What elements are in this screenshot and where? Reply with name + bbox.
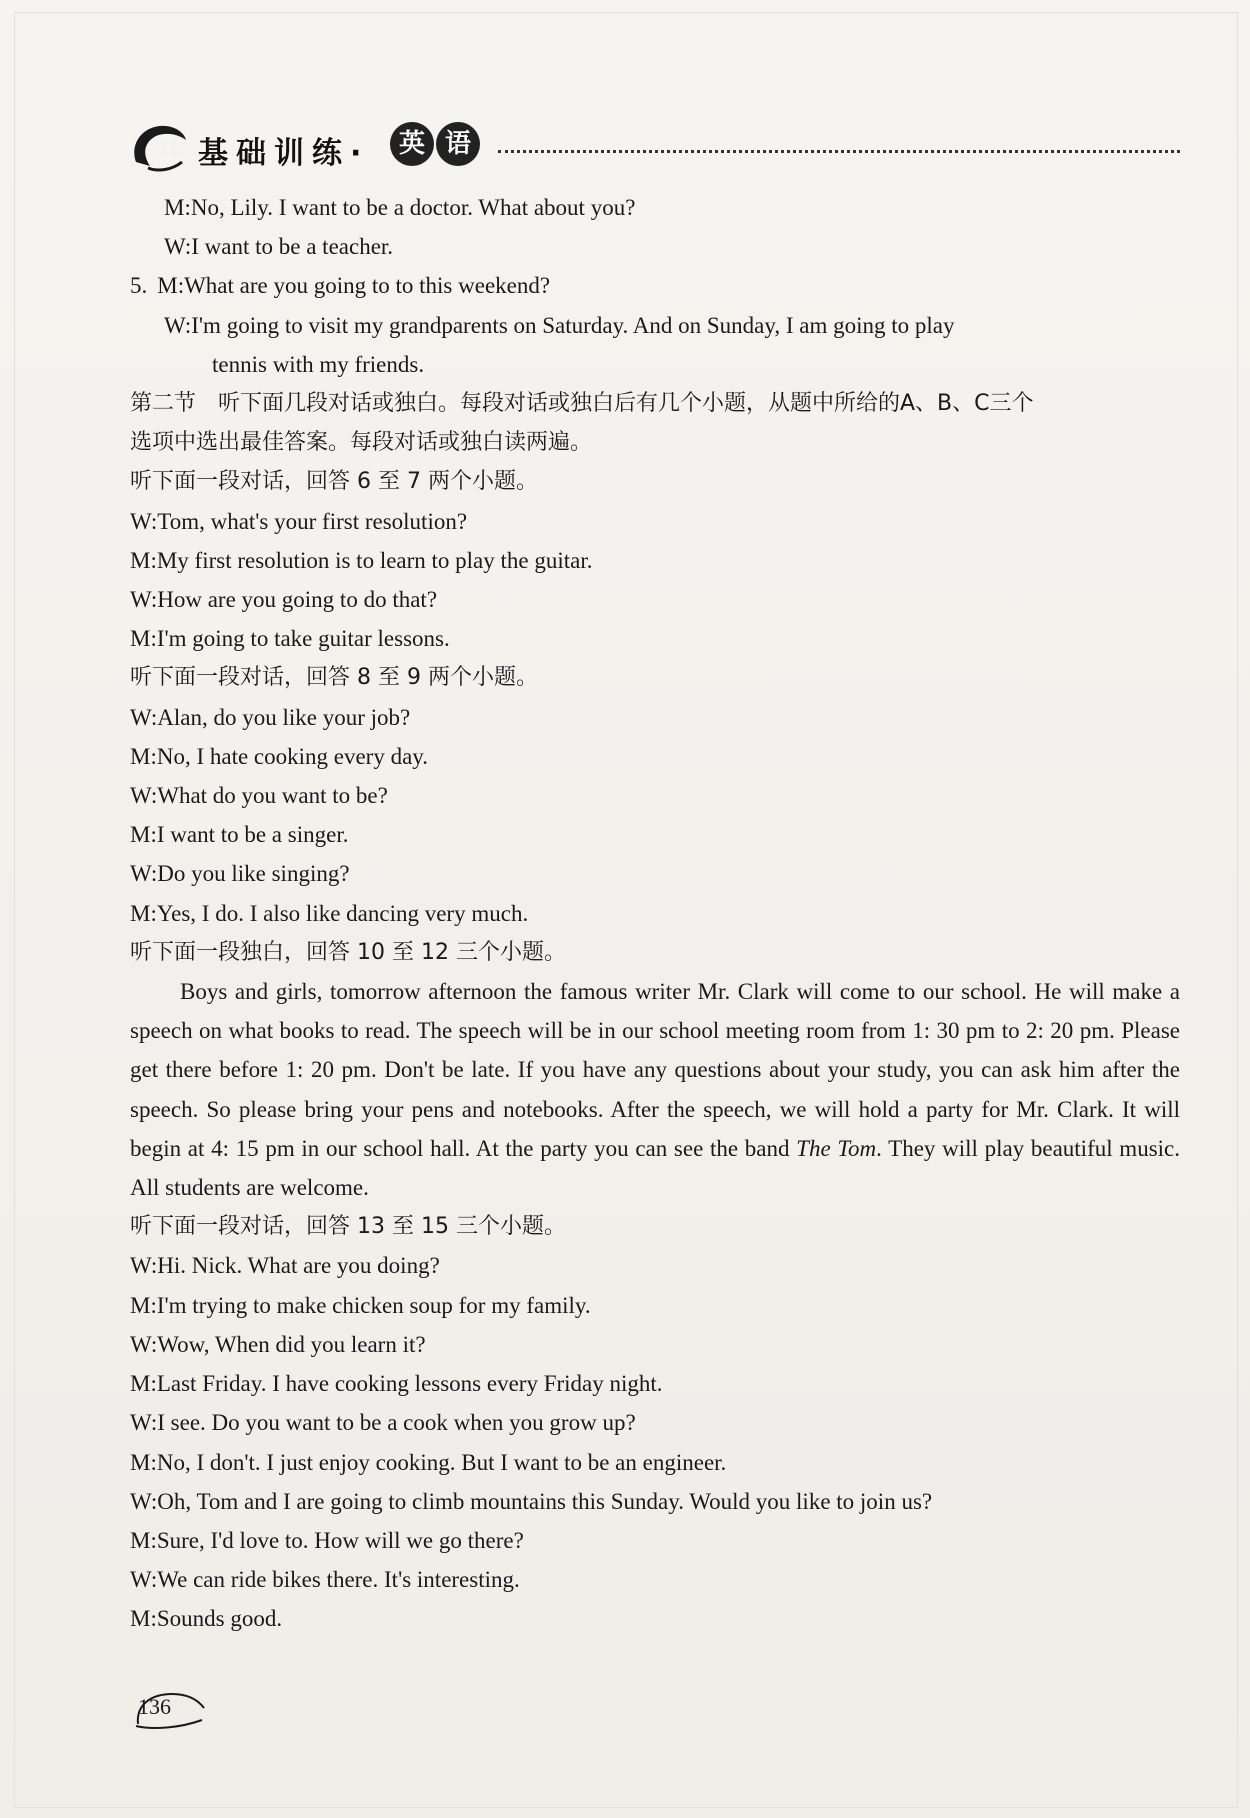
line-text: 听下面一段对话，回答 8 至 9 两个小题。 — [130, 665, 538, 691]
line-text: Last Friday. I have cooking lessons every Friday night. — [156, 1371, 663, 1397]
dialogue-line — [130, 266, 1180, 305]
speaker-label: M: — [130, 626, 157, 652]
line-text: No, I hate cooking every day. — [156, 743, 429, 769]
dialogue-line — [130, 619, 1180, 658]
dialogue-line — [130, 815, 1180, 854]
speaker-label: W: — [130, 783, 158, 809]
line-text: I want to be a teacher. — [191, 234, 394, 260]
line-text: My first resolution is to learn to play the guitar. — [156, 547, 593, 573]
line-text: What do you want to be? — [157, 783, 388, 809]
line-text: How are you going to do that? — [157, 587, 438, 613]
monologue-text-1: Boys and girls, tomorrow afternoon the famous writer Mr. Clark will come to our school. He will make a speech on what books to read. The speech will be in our school meeting room from 1: 30 pm to 2: 20 pm. Please get there before 1: 20 pm. Don't be late. If you have any questions about your study, you can ask him after the speech. So please bring your pens and notebooks. After the speech, we will hold a party for Mr. Clark. It will begin at 4: 15 pm in our school hall. At the party you can see the band — [130, 979, 1180, 1161]
speaker-label: M: — [164, 195, 191, 220]
line-text: Do you like singing? — [157, 861, 350, 887]
dialogue-line — [130, 1521, 1180, 1560]
speaker-label: M: — [130, 822, 157, 848]
dialogue-line — [130, 854, 1180, 893]
dialogue-line — [130, 1599, 1180, 1638]
dialogue-line — [130, 894, 1180, 933]
speaker-label: M: — [130, 1371, 157, 1397]
series-logo — [128, 122, 190, 174]
section-instruction — [130, 1207, 1180, 1246]
speaker-label: W: — [130, 1488, 158, 1514]
line-text: I'm trying to make chicken soup for my family. — [156, 1292, 591, 1318]
dialogue-line — [130, 1443, 1180, 1482]
dialogue-block-1 — [130, 188, 1180, 972]
dialogue-line — [130, 345, 1180, 384]
speaker-label: W: — [130, 1567, 158, 1593]
dialogue-line — [130, 1286, 1180, 1325]
section-instruction — [130, 933, 1180, 972]
speaker-label: M: — [130, 1449, 157, 1475]
dialogue-line — [130, 188, 1180, 227]
listening-script — [130, 188, 1180, 1639]
dialogue-line — [130, 306, 1180, 345]
line-text: We can ride bikes there. It's interesting. — [157, 1567, 520, 1593]
line-text: Sounds good. — [156, 1606, 283, 1632]
dialogue-line — [130, 1403, 1180, 1442]
subject-char-1: 英 — [390, 122, 434, 166]
speaker-label: W: — [130, 587, 158, 613]
section-instruction — [130, 658, 1180, 697]
line-text: I'm going to visit my grandparents on Saturday. And on Sunday, I am going to play — [191, 312, 955, 338]
section-instruction — [130, 423, 1180, 462]
dialogue-block-2 — [130, 1207, 1180, 1638]
dialogue-line — [130, 541, 1180, 580]
speaker-label: M: — [130, 1292, 157, 1318]
section-instruction — [130, 384, 1180, 423]
line-text: 听下面一段对话，回答 6 至 7 两个小题。 — [130, 469, 538, 495]
speaker-label: W: — [130, 508, 158, 534]
line-text: Oh, Tom and I are going to climb mountains this Sunday. Would you like to join us? — [157, 1488, 933, 1514]
line-text: Tom, what's your first resolution? — [157, 508, 468, 534]
speaker-label: W: — [130, 704, 158, 730]
subject-badge — [390, 122, 490, 166]
band-name: The Tom — [796, 1135, 877, 1161]
line-text: Alan, do you like your job? — [157, 704, 411, 730]
speaker-label: M: — [130, 1527, 157, 1553]
monologue-text-2: . They will play beautiful music. All students are welcome. — [130, 1135, 1180, 1201]
line-text: What are you going to to this weekend? — [184, 273, 551, 299]
speaker-label: W: — [130, 1410, 158, 1436]
line-text: 第二节 听下面几段对话或独白。每段对话或独白后有几个小题，从题中所给的A、B、C三个 — [130, 391, 1034, 417]
series-title: 基础训练· — [198, 136, 370, 171]
speaker-label: M: — [130, 1606, 157, 1632]
speaker-label: W: — [130, 861, 158, 887]
monologue-paragraph — [130, 972, 1180, 1207]
page-header — [128, 112, 1180, 182]
line-text: I'm going to take guitar lessons. — [156, 626, 450, 652]
speaker-label: W: — [164, 234, 192, 260]
subject-char-2: 语 — [436, 122, 480, 166]
dialogue-line — [130, 1560, 1180, 1599]
line-text: No, Lily. I want to be a doctor. What about you? — [190, 195, 636, 220]
dialogue-line — [130, 502, 1180, 541]
speaker-label: W: — [164, 312, 192, 338]
line-text: I see. Do you want to be a cook when you grow up? — [157, 1410, 636, 1436]
line-text: No, I don't. I just enjoy cooking. But I want to be an engineer. — [156, 1449, 727, 1475]
logo-text: 3L — [154, 137, 184, 162]
speaker-label: M: — [130, 743, 157, 769]
line-text: 选项中选出最佳答案。每段对话或独白读两遍。 — [130, 430, 593, 456]
speaker-label: M: — [130, 900, 157, 926]
dialogue-line — [130, 698, 1180, 737]
line-text: Yes, I do. I also like dancing very much. — [156, 900, 529, 926]
dialogue-line — [130, 776, 1180, 815]
dialogue-line — [130, 227, 1180, 266]
speaker-label: W: — [130, 1253, 158, 1279]
line-text: 听下面一段对话，回答 13 至 15 三个小题。 — [130, 1214, 566, 1240]
speaker-label: M: — [157, 273, 185, 299]
page-number: 136 — [138, 1694, 171, 1719]
line-text: Sure, I'd love to. How will we go there? — [156, 1527, 524, 1553]
item-number: 5. — [130, 273, 148, 299]
page-number-badge — [132, 1690, 210, 1730]
section-instruction — [130, 462, 1180, 501]
dialogue-line — [130, 1325, 1180, 1364]
dialogue-line — [130, 737, 1180, 776]
dialogue-line — [130, 1246, 1180, 1285]
line-text: 听下面一段独白，回答 10 至 12 三个小题。 — [130, 939, 566, 965]
header-dotted-rule — [498, 150, 1180, 153]
speaker-label: M: — [130, 547, 157, 573]
line-text: tennis with my friends. — [212, 351, 425, 377]
dialogue-line — [130, 1482, 1180, 1521]
line-text: Hi. Nick. What are you doing? — [157, 1253, 440, 1279]
line-text: Wow, When did you learn it? — [157, 1331, 426, 1357]
speaker-label: W: — [130, 1331, 158, 1357]
dialogue-line — [130, 580, 1180, 619]
line-text: I want to be a singer. — [156, 822, 349, 848]
dialogue-line — [130, 1364, 1180, 1403]
